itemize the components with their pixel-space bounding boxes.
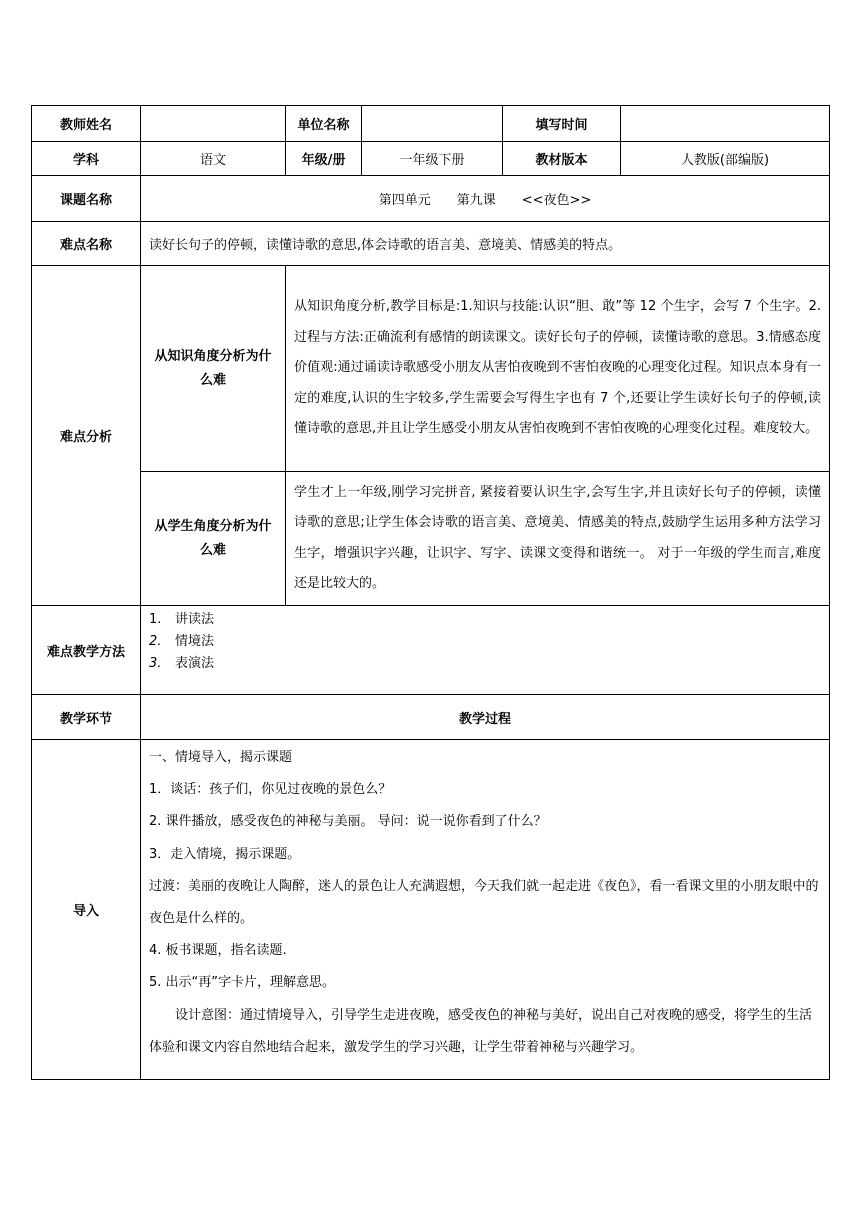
methods-label: 难点教学方法 [32,606,141,695]
difficulty-row [32,222,830,266]
grade-value: 一年级下册 [362,142,503,176]
difficulty-label: 难点名称 [32,222,141,266]
analysis-label: 难点分析 [32,266,141,606]
header-row-2 [32,142,830,176]
intro-line: 5. 出示“再”字卡片，理解意思。 [149,975,336,991]
teacher-name-value [141,106,286,142]
method-number: 3. [149,656,162,671]
analysis-student-row [32,472,830,606]
lesson-plan-table [31,105,830,1080]
intro-row [32,740,830,1080]
process-header-row [32,695,830,740]
knowledge-angle-text: 从知识角度分析,教学目标是:1.知识与技能:认识“胆、敢”等 12 个生字，会写 7 个生字。2.过程与方法:正确流利有感情的朗读课文。读好长句子的停顿，读懂诗歌的意思。3.情感态度价值观:通过诵读诗歌感受小朋友从害怕夜晚到不害怕夜晚的心理变化过程。知识点本身有一定的难度,认识的生字较多,学生需要会写得生字也有 7 个,还要让学生读好长句子的停顿,读懂诗歌的意思,并且让学生感受小朋友从害怕夜晚到不害怕夜晚的心理变化过程。难度较大。 [286,266,830,472]
teaching-process-label: 教学过程 [141,695,830,740]
intro-line: 1．谈话：孩子们，你见过夜晚的景色么？ [149,782,392,798]
method-item [149,631,821,653]
knowledge-angle-label: 从知识角度分析为什么难 [141,266,286,472]
student-angle-label: 从学生角度分析为什么难 [141,472,286,606]
subject-value: 语文 [141,142,286,176]
methods-row [32,606,830,695]
fill-date-label: 填写时间 [503,106,621,142]
method-text: 表演法 [175,656,215,671]
subject-label: 学科 [32,142,141,176]
intro-content [141,740,830,1080]
method-item [149,609,821,631]
intro-line: 过渡：美丽的夜晚让人陶醉，迷人的景色让人充满遐想，今天我们就一起走进《夜色》，看一看课文里的小朋友眼中的夜色是什么样的。 [149,878,819,927]
unit-name-value [362,106,503,142]
intro-line: 一、情境导入，揭示课题 [149,750,293,765]
method-number: 2. [149,634,162,649]
methods-list [141,606,830,695]
edition-value: 人教版(部编版) [621,142,830,176]
intro-line: 4. 板书课题，指名读题. [149,943,287,959]
method-text: 情境法 [175,634,215,649]
teaching-stage-label: 教学环节 [32,695,141,740]
unit-name-label: 单位名称 [286,106,362,142]
analysis-knowledge-row [32,266,830,472]
teacher-name-label: 教师姓名 [32,106,141,142]
lesson-title-row [32,176,830,222]
header-row-1 [32,106,830,142]
fill-date-value [621,106,830,142]
intro-line: 2. 课件播放，感受夜色的神秘与美丽。 导问：说一说你看到了什么？ [149,814,547,830]
method-number: 1. [149,612,162,627]
intro-label: 导入 [32,740,141,1080]
edition-label: 教材版本 [503,142,621,176]
lesson-title-label: 课题名称 [32,176,141,222]
grade-label: 年级/册 [286,142,362,176]
intro-line: 3．走入情境，揭示课题。 [149,846,301,862]
design-intent: 设计意图：通过情境导入，引导学生走进夜晚，感受夜色的神秘与美好，说出自己对夜晚的感受，将学生的生活体验和课文内容自然地结合起来，激发学生的学习兴趣，让学生带着神秘与兴趣学习。 [149,1007,813,1055]
difficulty-value: 读好长句子的停顿，读懂诗歌的意思,体会诗歌的语言美、意境美、情感美的特点。 [141,222,830,266]
method-item [149,653,821,675]
lesson-title-value: 第四单元 第九课 <<夜色>> [141,176,830,222]
student-angle-text: 学生才上一年级,刚学习完拼音, 紧接着要认识生字,会写生字,并且读好长句子的停顿，读懂诗歌的意思;让学生体会诗歌的语言美、意境美、情感美的特点,鼓励学生运用多种方法学习生字，增强识字兴趣，让识字、写字、读课文变得和谐统一。 对于一年级的学生而言,难度还是比较大的。 [286,472,830,606]
method-text: 讲读法 [175,612,215,627]
